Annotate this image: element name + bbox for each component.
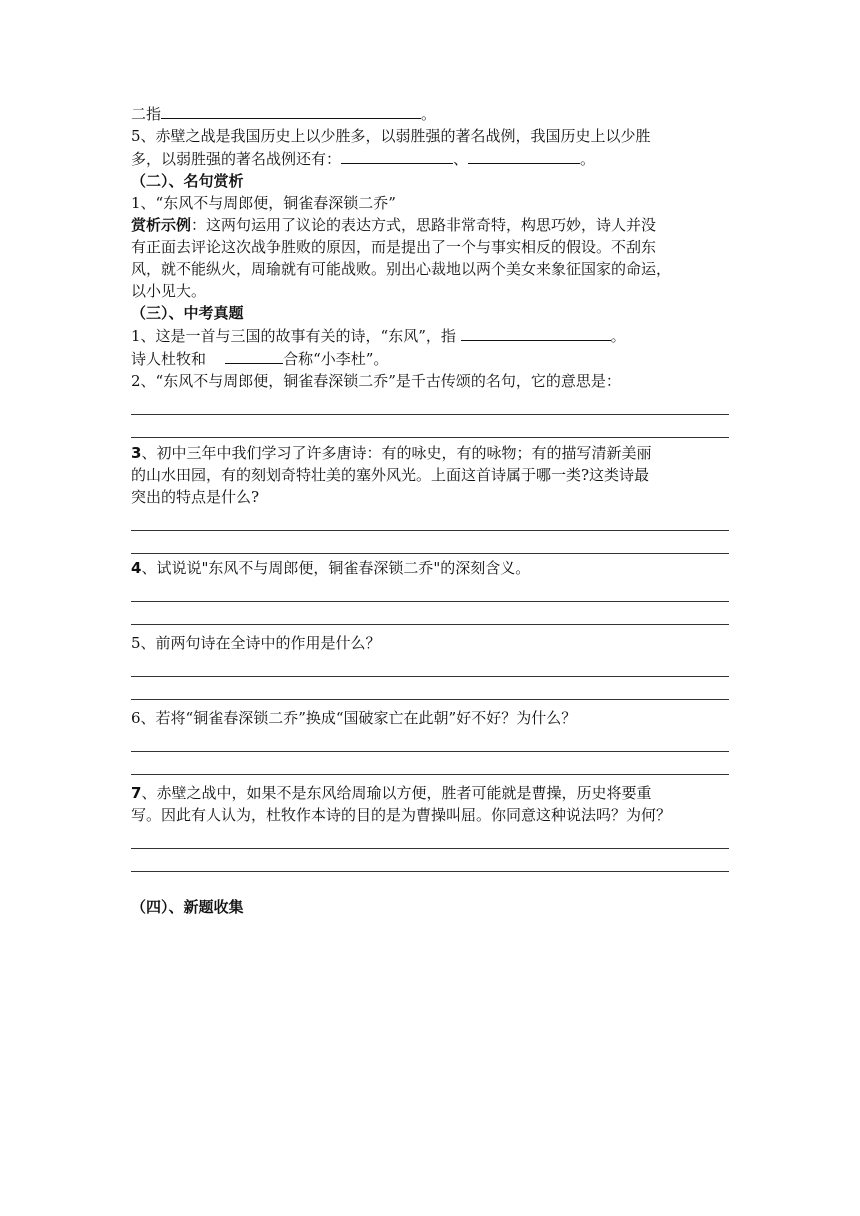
question-text: 合称“小李杜”。 <box>283 350 389 368</box>
question-5-text: 多，以弱胜强的著名战例还有： <box>131 150 342 168</box>
question-text: 1、这是一首与三国的故事有关的诗，“东风”，指 <box>131 327 456 345</box>
punctuation: 、 <box>453 150 469 168</box>
analysis-label: 赏析示例 <box>131 216 192 234</box>
exam-question-1b <box>131 347 729 370</box>
answer-blank[interactable] <box>225 347 283 364</box>
question-number: 4 <box>131 559 142 577</box>
question-5-line2 <box>131 147 729 170</box>
analysis-line1 <box>131 214 729 236</box>
continued-line <box>131 102 729 125</box>
answer-blank[interactable] <box>161 102 421 119</box>
answer-line[interactable] <box>131 654 729 677</box>
analysis-line3: 风，就不能纵火，周瑜就有可能战败。别出心裁地以两个美女来象征国家的命运， <box>131 260 672 278</box>
answer-line[interactable] <box>131 602 729 625</box>
answer-line[interactable] <box>131 392 729 415</box>
answer-line[interactable] <box>131 508 729 531</box>
question-text: 、试说说"东风不与周郎便，铜雀春深锁二乔"的深刻含义。 <box>141 559 531 577</box>
section-heading-4: （四）、新题收集 <box>131 898 244 916</box>
quote-line: 1、“东风不与周郎便，铜雀春深锁二乔” <box>131 194 396 212</box>
line-prefix: 二指 <box>131 105 162 123</box>
answer-line[interactable] <box>131 531 729 554</box>
exam-question-3-line1 <box>131 442 729 464</box>
exam-question-7-line2: 写。因此有人认为，杜牧作本诗的目的是为曹操叫屈。你同意这种说法吗？为何？ <box>131 806 672 824</box>
punctuation: 。 <box>610 327 626 345</box>
answer-line[interactable] <box>131 826 729 849</box>
question-number: 7 <box>131 784 142 802</box>
punctuation: 。 <box>421 105 437 123</box>
question-5-line1: 5、赤壁之战是我国历史上以少胜多，以弱胜强的著名战例，我国历史上以少胜 <box>131 127 651 145</box>
question-text: 、初中三年中我们学习了许多唐诗：有的咏史，有的咏物；有的描写清新美丽 <box>141 444 652 462</box>
answer-line[interactable] <box>131 729 729 752</box>
answer-line[interactable] <box>131 579 729 602</box>
answer-line[interactable] <box>131 752 729 775</box>
analysis-line2: 有正面去评论这次战争胜败的原因，而是提出了一个与事实相反的假设。不刮东 <box>131 238 657 256</box>
punctuation: 。 <box>580 150 596 168</box>
worksheet-page <box>131 102 729 918</box>
exam-question-2: 2、“东风不与周郎便，铜雀春深锁二乔”是千古传颂的名句，它的意思是： <box>131 372 621 390</box>
answer-blank[interactable] <box>468 147 580 164</box>
question-text: 诗人杜牧和 <box>131 350 207 368</box>
exam-question-3-line3: 突出的特点是什么? <box>131 488 260 506</box>
answer-blank[interactable] <box>461 324 611 341</box>
answer-line[interactable] <box>131 849 729 872</box>
exam-question-5: 5、前两句诗在全诗中的作用是什么？ <box>131 634 381 652</box>
exam-question-4 <box>131 557 729 579</box>
punctuation: ： <box>191 216 207 234</box>
analysis-line4: 以小见大。 <box>131 282 207 300</box>
analysis-text: 这两句运用了议论的表达方式，思路非常奇特，构思巧妙，诗人并没 <box>206 216 657 234</box>
exam-question-7-line1 <box>131 782 729 804</box>
exam-question-6: 6、若将“铜雀春深锁二乔”换成“国破家亡在此朝”好不好？为什么？ <box>131 709 577 727</box>
answer-line[interactable] <box>131 677 729 700</box>
question-text: 、赤壁之战中，如果不是东风给周瑜以方便，胜者可能就是曹操，历史将要重 <box>141 784 652 802</box>
exam-question-1 <box>131 324 729 347</box>
section-heading-3: （三）、中考真题 <box>131 304 244 322</box>
question-number: 3 <box>131 444 142 462</box>
answer-blank[interactable] <box>341 147 453 164</box>
exam-question-3-line2: 的山水田园，有的刻划奇特壮美的塞外风光。上面这首诗属于哪一类?这类诗最 <box>131 466 650 484</box>
section-heading-2: （二）、名句赏析 <box>131 172 244 190</box>
answer-line[interactable] <box>131 415 729 438</box>
